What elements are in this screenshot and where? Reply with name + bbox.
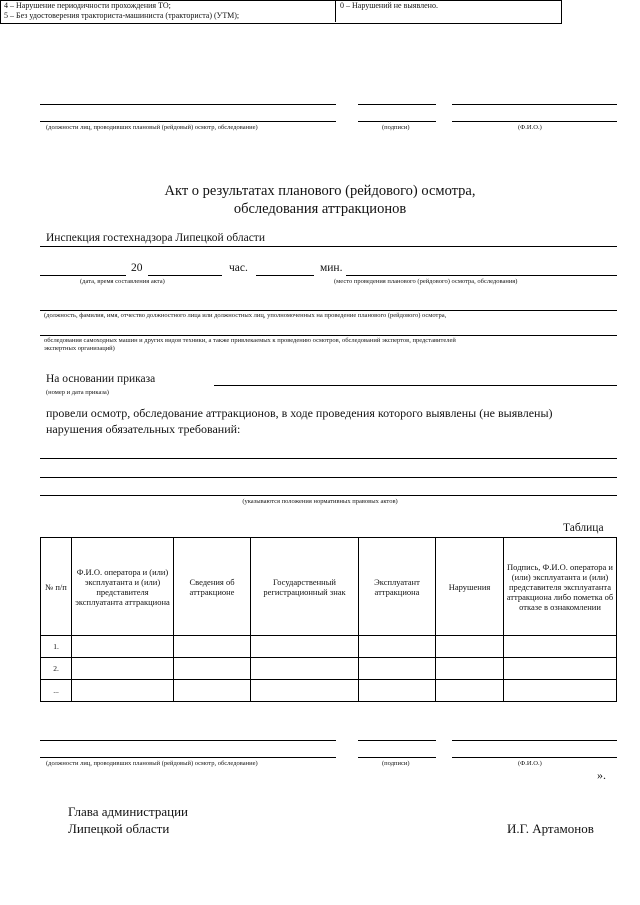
violation-codes-box xyxy=(0,0,562,24)
table-cell[interactable] xyxy=(251,680,359,702)
table-cell[interactable] xyxy=(436,636,504,658)
signature-line-sign-1[interactable] xyxy=(358,104,436,105)
table-cell[interactable] xyxy=(359,636,436,658)
header-attraction-info: Сведения об аттракционе xyxy=(174,538,251,636)
minutes-label: мин. xyxy=(320,262,343,274)
signature-underline-position-2 xyxy=(40,757,336,758)
persons-line-1[interactable] xyxy=(40,310,617,311)
head-title-line-1: Глава администрации xyxy=(68,804,189,819)
inspection-table xyxy=(40,537,617,702)
table-cell[interactable] xyxy=(251,658,359,680)
signature-line-sign-2[interactable] xyxy=(358,740,436,741)
persons-caption-3: экспертных организаций) xyxy=(44,345,115,352)
order-label: На основании приказа xyxy=(46,373,156,385)
violation-codes-left xyxy=(0,0,336,22)
caption-position-1: (должности лиц, проводивших плановый (рейдовый) осмотр, обследование) xyxy=(46,124,258,131)
row-number: ... xyxy=(41,680,72,702)
signature-underline-position-1 xyxy=(40,121,336,122)
closing-quote: ». xyxy=(597,768,606,782)
hours-label: час. xyxy=(229,262,248,274)
year-blank[interactable] xyxy=(148,275,222,276)
signature-underline-fio-2 xyxy=(452,757,617,758)
caption-position-2: (должности лиц, проводивших плановый (рейдовый) осмотр, обследование) xyxy=(46,760,258,767)
table-cell[interactable] xyxy=(359,680,436,702)
order-caption: (номер и дата приказа) xyxy=(46,389,109,396)
inspection-underline xyxy=(40,246,617,247)
signature-underline-sign-2 xyxy=(358,757,436,758)
caption-fio-2: (Ф.И.О.) xyxy=(518,760,542,767)
signature-line-position-1[interactable] xyxy=(40,104,336,105)
header-operator: Ф.И.О. оператора и (или) эксплуатанта и (или) представителя эксплуатанта аттракциона xyxy=(72,538,174,636)
inspection-text-line-1: провели осмотр, обследование аттракционов, в ходе проведения которого выявлены (не выявлены) xyxy=(46,406,553,420)
persons-line-2[interactable] xyxy=(40,335,617,336)
place-caption: (место проведения планового (рейдового) осмотра, обследования) xyxy=(334,278,518,285)
table-cell[interactable] xyxy=(504,658,617,680)
table-cell[interactable] xyxy=(174,680,251,702)
table-cell[interactable] xyxy=(72,636,174,658)
violation-code-4: 4 – Нарушение периодичности прохождения ТО; xyxy=(4,1,171,10)
persons-caption-1: (должность, фамилия, имя, отчество должностного лица или должностных лиц, уполномоченных на проведение планового (рейдового) осмотра, xyxy=(44,312,447,319)
caption-fio-1: (Ф.И.О.) xyxy=(518,124,542,131)
head-name: И.Г. Артамонов xyxy=(507,821,594,836)
violation-code-5: 5 – Без удостоверения тракториста-машиниста (тракториста) (УТМ); xyxy=(4,11,240,20)
place-blank[interactable] xyxy=(346,275,617,276)
acts-caption: (указываются положения нормативных правовых актов) xyxy=(242,498,398,505)
table-cell[interactable] xyxy=(174,636,251,658)
table-cell[interactable] xyxy=(436,658,504,680)
row-number: 1. xyxy=(41,636,72,658)
table-cell[interactable] xyxy=(359,658,436,680)
signature-underline-fio-1 xyxy=(452,121,617,122)
hours-blank[interactable] xyxy=(256,275,314,276)
row-number: 2. xyxy=(41,658,72,680)
signature-line-fio-2[interactable] xyxy=(452,740,617,741)
table-cell[interactable] xyxy=(504,680,617,702)
table-caption: Таблица xyxy=(563,522,604,534)
signature-line-position-2[interactable] xyxy=(40,740,336,741)
signature-line-fio-1[interactable] xyxy=(452,104,617,105)
inspection-text-line-2: нарушения обязательных требований: xyxy=(46,422,241,436)
inspection-text xyxy=(46,405,553,437)
table-row xyxy=(41,658,617,680)
violation-code-0: 0 – Нарушений не выявлено. xyxy=(340,1,438,10)
table-cell[interactable] xyxy=(436,680,504,702)
title-line-2: обследования аттракционов xyxy=(233,201,407,217)
table-header-row xyxy=(41,538,617,636)
signature-underline-sign-1 xyxy=(358,121,436,122)
table-row xyxy=(41,680,617,702)
title-line-1: Акт о результатах планового (рейдового) осмотра, xyxy=(164,183,476,199)
header-reg-sign: Государственный регистрационный знак xyxy=(251,538,359,636)
violations-line-2[interactable] xyxy=(40,477,617,478)
table-cell[interactable] xyxy=(174,658,251,680)
inspection-name: Инспекция гостехнадзора Липецкой области xyxy=(46,232,265,244)
table-cell[interactable] xyxy=(72,658,174,680)
caption-signature-2: (подписи) xyxy=(382,760,410,767)
header-number: № п/п xyxy=(41,538,72,636)
table-cell[interactable] xyxy=(72,680,174,702)
header-operator-entity: Эксплуатант аттракциона xyxy=(359,538,436,636)
head-title-line-2: Липецкой области xyxy=(68,821,170,836)
header-signature: Подпись, Ф.И.О. оператора и (или) эксплуатанта и (или) представителя эксплуатанта аттракциона либо пометка об отказе в ознакомлении xyxy=(504,538,617,636)
order-blank[interactable] xyxy=(214,385,617,386)
table-cell[interactable] xyxy=(504,636,617,658)
violations-line-1[interactable] xyxy=(40,458,617,459)
year-prefix: 20 xyxy=(131,262,143,274)
violations-line-3[interactable] xyxy=(40,495,617,496)
header-violations: Нарушения xyxy=(436,538,504,636)
head-title xyxy=(68,803,188,837)
table-cell[interactable] xyxy=(251,636,359,658)
violation-codes-right xyxy=(336,0,640,22)
table-row xyxy=(41,636,617,658)
caption-signature-1: (подписи) xyxy=(382,124,410,131)
date-blank[interactable] xyxy=(40,275,126,276)
persons-caption-2: обследования самоходных машин и других видов техники, а также привлекаемых к проведению осмотров, обследований экспертов, представителей xyxy=(44,337,456,344)
date-caption: (дата, время составления акта) xyxy=(80,278,165,285)
document-title xyxy=(0,182,640,218)
